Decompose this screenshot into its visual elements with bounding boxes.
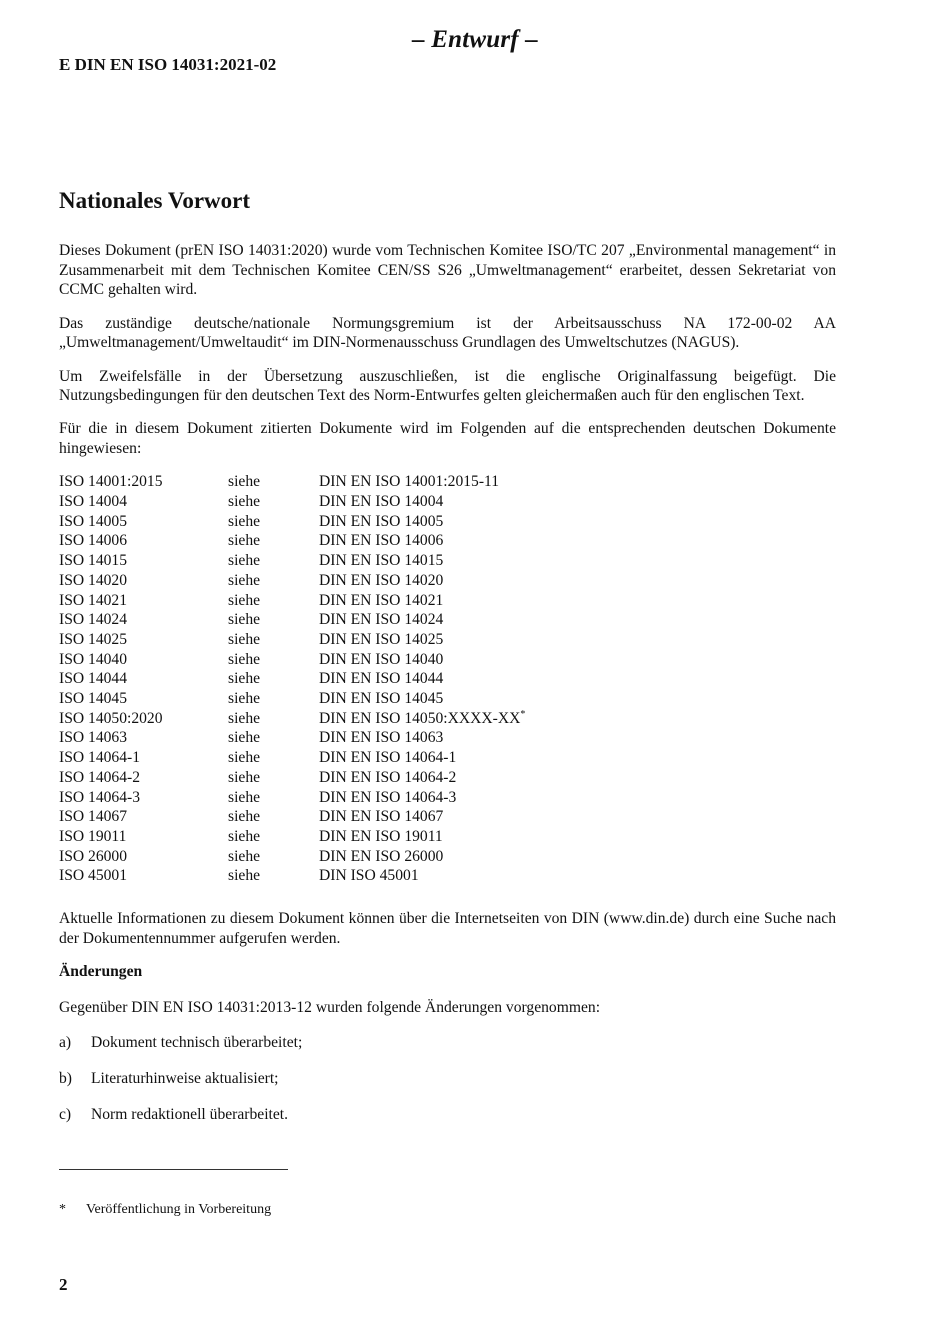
- list-item: [59, 1069, 836, 1089]
- section-title: Nationales Vorwort: [59, 188, 251, 213]
- footnote-divider: [59, 1169, 288, 1170]
- din-ref: DIN EN ISO 14001:2015-11: [319, 473, 500, 491]
- din-ref: DIN EN ISO 14050:XXXX-XX: [319, 709, 521, 727]
- table-row: [59, 531, 525, 551]
- document-id: E DIN EN ISO 14031:2021-02: [59, 55, 277, 74]
- document-body: [59, 241, 836, 1141]
- iso-ref: ISO 14021: [59, 591, 128, 609]
- iso-ref: ISO 19011: [59, 827, 127, 845]
- page-number: 2: [59, 1275, 68, 1294]
- footnote: [59, 1202, 271, 1218]
- din-ref: DIN ISO 45001: [319, 867, 419, 885]
- iso-ref: ISO 14050:2020: [59, 709, 163, 727]
- iso-ref: ISO 14064-1: [59, 749, 140, 767]
- table-row: [59, 768, 525, 788]
- din-ref: DIN EN ISO 14025: [319, 630, 444, 648]
- din-ref: DIN EN ISO 14067: [319, 808, 444, 826]
- din-ref: DIN EN ISO 14040: [319, 650, 444, 668]
- list-item: [59, 1033, 836, 1053]
- see-label: siehe: [228, 552, 261, 570]
- see-label: siehe: [228, 532, 261, 550]
- din-ref: DIN EN ISO 14045: [319, 690, 444, 708]
- din-ref: DIN EN ISO 14005: [319, 512, 444, 530]
- table-row: [59, 591, 525, 611]
- paragraph: Das zuständige deutsche/nationale Normungsgremium ist der Arbeitsausschuss NA 172-00-02 AA „Umweltmanagement/Umweltaudit“ im DIN-Normenausschuss Grundlagen des Umweltschutzes (NAGUS).: [59, 314, 836, 352]
- table-row: [59, 551, 525, 571]
- din-ref: DIN EN ISO 26000: [319, 847, 444, 865]
- changes-intro: Gegenüber DIN EN ISO 14031:2013-12 wurden folgende Änderungen vorgenommen:: [59, 998, 601, 1016]
- see-label: siehe: [228, 571, 261, 589]
- see-label: siehe: [228, 650, 261, 668]
- iso-ref: ISO 14025: [59, 630, 128, 648]
- list-item-text: Norm redaktionell überarbeitet.: [91, 1105, 289, 1123]
- table-row: [59, 728, 525, 748]
- table-row: [59, 650, 525, 670]
- table-row: [59, 788, 525, 808]
- iso-ref: ISO 26000: [59, 847, 128, 865]
- table-row: [59, 748, 525, 768]
- see-label: siehe: [228, 611, 261, 629]
- din-ref: DIN EN ISO 14064-3: [319, 788, 457, 806]
- see-label: siehe: [228, 709, 261, 727]
- din-ref: DIN EN ISO 14020: [319, 571, 444, 589]
- changes-heading: Änderungen: [59, 963, 143, 980]
- see-label: siehe: [228, 729, 261, 747]
- list-marker: b): [59, 1070, 72, 1088]
- din-ref: DIN EN ISO 19011: [319, 827, 443, 845]
- din-ref: DIN EN ISO 14064-1: [319, 749, 457, 767]
- see-label: siehe: [228, 493, 261, 511]
- see-label: siehe: [228, 473, 261, 491]
- table-row: [59, 709, 525, 729]
- table-row: [59, 866, 525, 886]
- iso-ref: ISO 14001:2015: [59, 473, 163, 491]
- see-label: siehe: [228, 788, 261, 806]
- paragraph: Um Zweifelsfälle in der Übersetzung auszuschließen, ist die englische Originalfassung beigefügt. Die Nutzungsbedingungen für den deutschen Text des Norm-Entwurfes gelten gleichermaßen auch für den englischen Text.: [59, 367, 836, 405]
- table-row: [59, 827, 525, 847]
- list-item: [59, 1105, 836, 1125]
- reference-table: [59, 472, 525, 886]
- footnote-text: Veröffentlichung in Vorbereitung: [86, 1202, 272, 1217]
- din-ref: DIN EN ISO 14015: [319, 552, 444, 570]
- iso-ref: ISO 14045: [59, 690, 128, 708]
- see-label: siehe: [228, 808, 261, 826]
- list-item-text: Literaturhinweise aktualisiert;: [91, 1070, 279, 1088]
- footnote-reference-mark: *: [520, 708, 526, 720]
- iso-ref: ISO 14024: [59, 611, 128, 629]
- list-item-text: Dokument technisch überarbeitet;: [91, 1034, 303, 1052]
- iso-ref: ISO 14044: [59, 670, 128, 688]
- see-label: siehe: [228, 847, 261, 865]
- din-ref: DIN EN ISO 14021: [319, 591, 444, 609]
- see-label: siehe: [228, 630, 261, 648]
- din-ref: DIN EN ISO 14006: [319, 532, 444, 550]
- din-ref: DIN EN ISO 14004: [319, 493, 444, 511]
- see-label: siehe: [228, 867, 261, 885]
- iso-ref: ISO 14020: [59, 571, 128, 589]
- iso-ref: ISO 14064-2: [59, 768, 140, 786]
- draft-watermark-label: – Entwurf –: [412, 26, 538, 53]
- din-ref: DIN EN ISO 14063: [319, 729, 444, 747]
- table-row: [59, 807, 525, 827]
- table-row: [59, 472, 525, 492]
- list-marker: a): [59, 1034, 72, 1052]
- footnote-mark: *: [59, 1202, 66, 1217]
- din-ref-cell: [319, 709, 525, 729]
- table-row: [59, 847, 525, 867]
- din-ref: DIN EN ISO 14064-2: [319, 768, 457, 786]
- see-label: siehe: [228, 591, 261, 609]
- iso-ref: ISO 14064-3: [59, 788, 140, 806]
- iso-ref: ISO 14004: [59, 493, 128, 511]
- see-label: siehe: [228, 827, 261, 845]
- din-ref: DIN EN ISO 14044: [319, 670, 444, 688]
- see-label: siehe: [228, 670, 261, 688]
- iso-ref: ISO 45001: [59, 867, 128, 885]
- table-row: [59, 669, 525, 689]
- see-label: siehe: [228, 768, 261, 786]
- table-row: [59, 571, 525, 591]
- see-label: siehe: [228, 749, 261, 767]
- din-ref: DIN EN ISO 14024: [319, 611, 444, 629]
- see-label: siehe: [228, 690, 261, 708]
- table-row: [59, 630, 525, 650]
- iso-ref: ISO 14006: [59, 532, 128, 550]
- list-marker: c): [59, 1105, 72, 1123]
- iso-ref: ISO 14063: [59, 729, 128, 747]
- info-paragraph: Aktuelle Informationen zu diesem Dokument können über die Internetseiten von DIN (www.din.de) durch eine Suche nach der Dokumentennummer aufgerufen werden.: [59, 910, 836, 947]
- table-row: [59, 610, 525, 630]
- iso-ref: ISO 14005: [59, 512, 128, 530]
- table-row: [59, 689, 525, 709]
- paragraph: Dieses Dokument (prEN ISO 14031:2020) wurde vom Technischen Komitee ISO/TC 207 „Environmental management“ in Zusammenarbeit mit dem Technischen Komitee CEN/SS S26 „Umweltmanagement“ erarbeitet, dessen Sekretariat von CCMC gehalten wird.: [59, 242, 836, 299]
- iso-ref: ISO 14067: [59, 808, 128, 826]
- iso-ref: ISO 14040: [59, 650, 128, 668]
- table-row: [59, 492, 525, 512]
- table-row: [59, 512, 525, 532]
- see-label: siehe: [228, 512, 261, 530]
- paragraph: Für die in diesem Dokument zitierten Dokumente wird im Folgenden auf die entsprechenden deutschen Dokumente hingewiesen:: [59, 420, 836, 458]
- iso-ref: ISO 14015: [59, 552, 128, 570]
